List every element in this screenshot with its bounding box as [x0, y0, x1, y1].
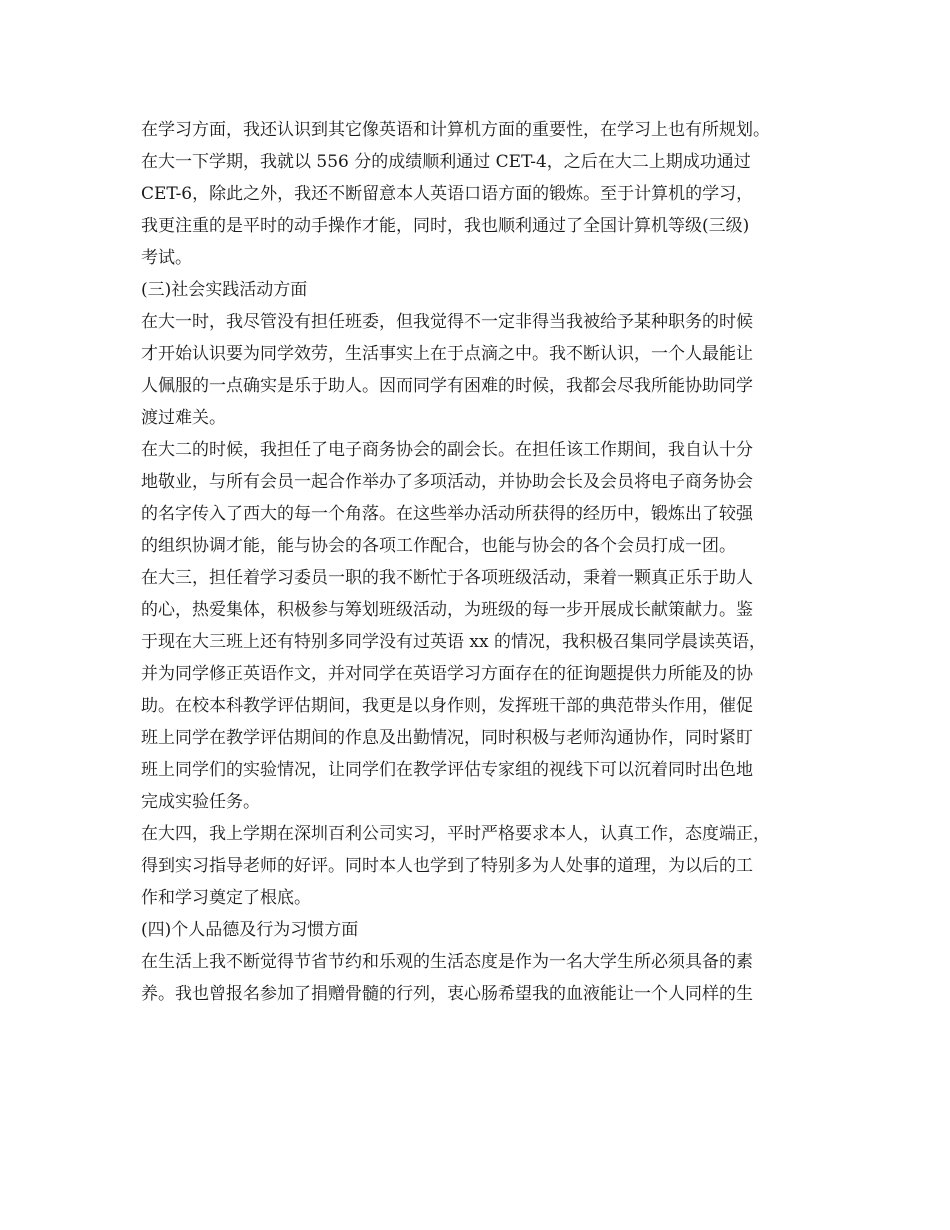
- text-line: 考试。: [141, 248, 192, 268]
- text-line: 人佩服的一点确实是乐于助人。因而同学有困难的时候，我都会尽我所能协助同学: [141, 376, 753, 396]
- text-line: 才开始认识要为同学效劳，生活事实上在于点滴之中。我不断认识，一个人最能让: [141, 344, 753, 364]
- text-line: 地敬业，与所有会员一起合作举办了多项活动，并协助会长及会员将电子商务协会: [141, 472, 753, 492]
- text-line: 在大一下学期，我就以 556 分的成绩顺利通过 CET-4，之后在大二上期成功通过: [141, 152, 751, 172]
- text-line: 在大一时，我尽管没有担任班委，但我觉得不一定非得当我被给予某种职务的时候: [141, 312, 753, 332]
- text-line: 在大四，我上学期在深圳百利公司实习，平时严格要求本人，认真工作，态度端正，: [141, 824, 770, 844]
- text-line: 在生活上我不断觉得节省节约和乐观的生活态度是作为一名大学生所必须具备的素: [141, 952, 753, 972]
- text-line: 的名字传入了西大的每一个角落。在这些举办活动所获得的经历中，锻炼出了较强: [141, 504, 753, 524]
- text-line: 在学习方面，我还认识到其它像英语和计算机方面的重要性，在学习上也有所规划。: [141, 120, 770, 140]
- text-line: 渡过难关。: [141, 408, 226, 428]
- text-line: 的心，热爱集体，积极参与筹划班级活动，为班级的每一步开展成长献策献力。鉴: [141, 600, 753, 620]
- text-line: 完成实验任务。: [141, 792, 260, 812]
- text-line: 我更注重的是平时的动手操作才能，同时，我也顺利通过了全国计算机等级(三级): [141, 216, 750, 236]
- text-line: 班上同学们的实验情况，让同学们在教学评估专家组的视线下可以沉着同时出色地: [141, 760, 753, 780]
- document-body: [141, 114, 831, 1010]
- text-line: 在大三，担任着学习委员一职的我不断忙于各项班级活动，秉着一颗真正乐于助人: [141, 568, 753, 588]
- text-line: CET-6，除此之外，我还不断留意本人英语口语方面的锻炼。至于计算机的学习，: [141, 184, 754, 204]
- section-heading: (四)个人品德及行为习惯方面: [141, 920, 359, 940]
- text-line: 在大二的时候，我担任了电子商务协会的副会长。在担任该工作期间，我自认十分: [141, 440, 753, 460]
- text-line: 班上同学在教学评估期间的作息及出勤情况，同时积极与老师沟通协作，同时紧盯: [141, 728, 753, 748]
- text-line: 于现在大三班上还有特别多同学没有过英语 xx 的情况，我积极召集同学晨读英语，: [141, 632, 766, 652]
- text-line: 养。我也曾报名参加了捐赠骨髓的行列，衷心肠希望我的血液能让一个人同样的生: [141, 984, 753, 1004]
- text-line: 的组织协调才能，能与协会的各项工作配合，也能与协会的各个会员打成一团。: [141, 536, 736, 556]
- text-line: 作和学习奠定了根底。: [141, 888, 311, 908]
- text-line: 助。在校本科教学评估期间，我更是以身作则，发挥班干部的典范带头作用，催促: [141, 696, 753, 716]
- text-line: 得到实习指导老师的好评。同时本人也学到了特别多为人处事的道理，为以后的工: [141, 856, 753, 876]
- text-line: 并为同学修正英语作文，并对同学在英语学习方面存在的征询题提供力所能及的协: [141, 664, 753, 684]
- section-heading: (三)社会实践活动方面: [141, 280, 308, 300]
